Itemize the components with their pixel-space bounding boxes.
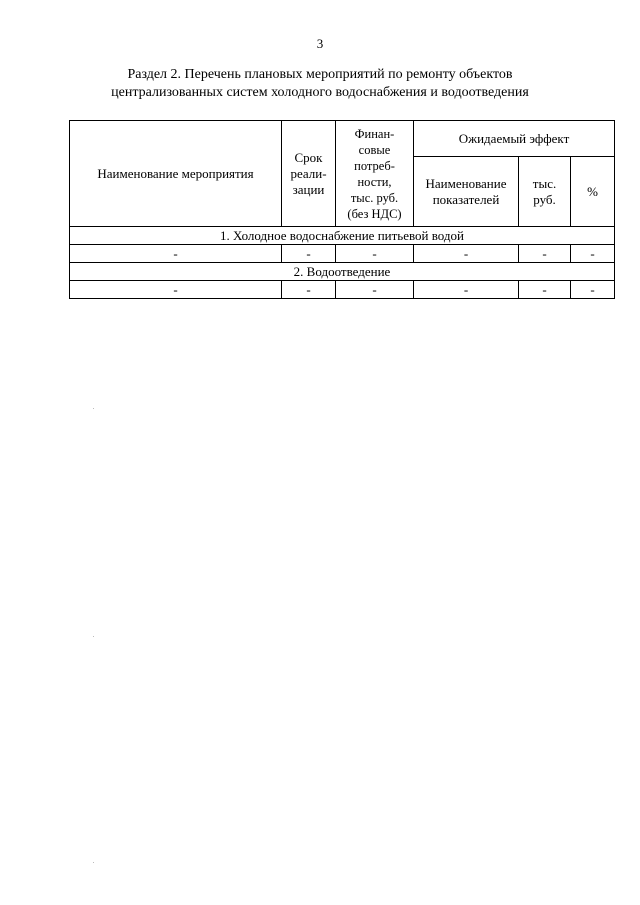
table-cell: -: [519, 245, 571, 263]
scan-speck: [93, 636, 94, 637]
table-cell: -: [70, 245, 282, 263]
table-row: [70, 281, 615, 299]
table-cell: -: [70, 281, 282, 299]
table-cell: -: [282, 245, 336, 263]
plan-table: [69, 120, 615, 299]
heading-line-1: Раздел 2. Перечень плановых мероприятий по ремонту объектов: [127, 67, 513, 82]
table-cell: -: [336, 281, 414, 299]
table-cell: -: [571, 245, 615, 263]
table-cell: -: [336, 245, 414, 263]
header-finance-line: совые: [358, 142, 391, 157]
header-thousand-rub: [519, 157, 571, 227]
table-cell: -: [414, 245, 519, 263]
header-indicator-line: показателей: [432, 191, 500, 207]
header-finance-line: ности,: [357, 174, 392, 189]
table-cell: -: [282, 281, 336, 299]
header-rub-line: руб.: [533, 191, 556, 207]
table-row: [70, 245, 615, 263]
header-indicator-name: [414, 157, 519, 227]
section-heading: [60, 66, 580, 102]
header-rub-line: тыс.: [532, 175, 557, 191]
header-finance-line: (без НДС): [347, 206, 402, 221]
section-title: 2. Водоотведение: [70, 263, 615, 281]
section-title: 1. Холодное водоснабжение питьевой водой: [70, 227, 615, 245]
header-expected-effect: Ожидаемый эффект: [414, 121, 615, 157]
scan-speck: [93, 862, 94, 863]
table-cell: -: [519, 281, 571, 299]
header-finance-line: Финан-: [354, 126, 395, 141]
table-cell: -: [414, 281, 519, 299]
header-activity-name: Наименование мероприятия: [70, 121, 282, 227]
header-term-line: реали-: [290, 165, 327, 181]
page-number: 3: [316, 36, 324, 51]
header-percent: %: [571, 157, 615, 227]
header-finance-line: тыс. руб.: [350, 190, 399, 205]
heading-line-2: централизованных систем холодного водоснабжения и водоотведения: [111, 85, 529, 100]
header-indicator-line: Наименование: [425, 175, 507, 191]
table-cell: -: [571, 281, 615, 299]
header-finance: [336, 121, 414, 227]
header-finance-line: потреб-: [354, 158, 395, 173]
header-term-line: зации: [292, 181, 325, 197]
header-term: [282, 121, 336, 227]
scan-speck: [93, 408, 94, 409]
header-term-line: Срок: [294, 149, 323, 165]
